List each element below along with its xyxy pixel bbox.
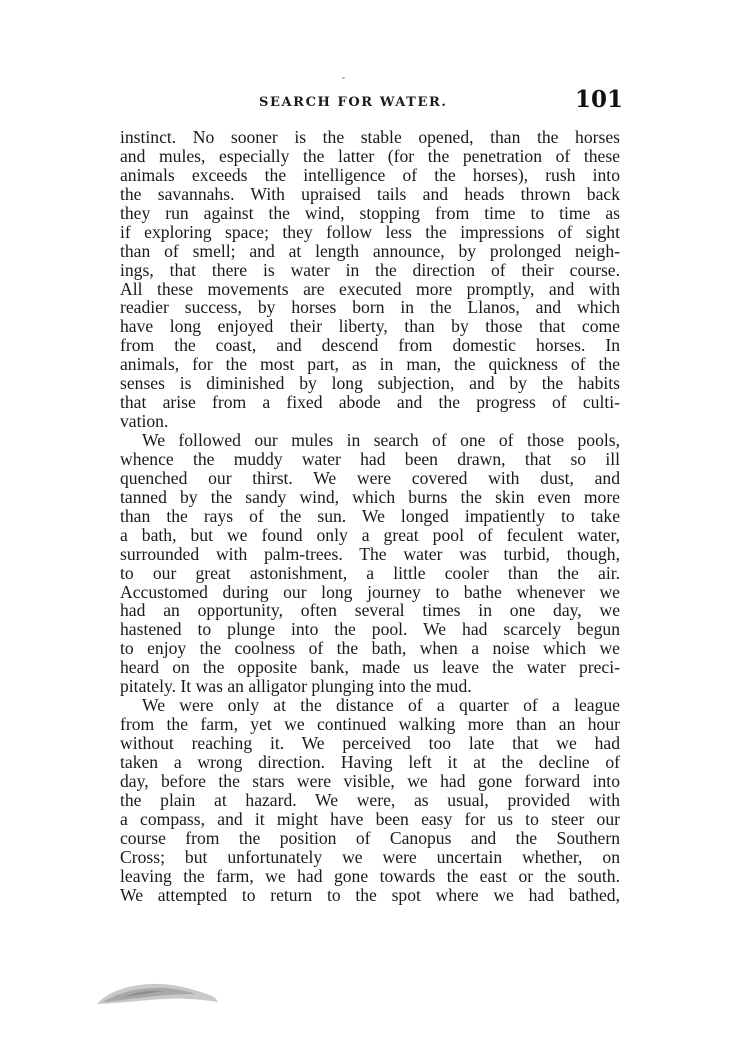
text-line: tanned by the sandy wind, which burns the skin even more xyxy=(120,486,620,507)
text-line: from the coast, and descend from domestic horses. In xyxy=(120,335,620,356)
text-line: leaving the farm, we had gone towards the east or the south. xyxy=(120,865,620,886)
text-line: We followed our mules in search of one of those pools, xyxy=(142,430,620,450)
text-line: without reaching it. We perceived too late that we had xyxy=(120,733,620,753)
text-line: day, before the stars were visible, we had gone forward into xyxy=(120,770,620,791)
text-line: readier success, by horses born in the Llanos, and which xyxy=(120,297,620,318)
text-line: than of smell; and at length announce, by prolonged neigh- xyxy=(120,240,620,261)
page-number: 101 xyxy=(575,86,624,113)
body-text xyxy=(120,128,620,904)
text-line: and mules, especially the latter (for the penetration of these xyxy=(120,145,620,166)
text-line: instinct. No sooner is the stable opened, than the horses xyxy=(120,127,620,147)
text-line: senses is diminished by long subjection, and by the habits xyxy=(120,373,620,394)
text-line: to enjoy the coolness of the bath, when a noise which we xyxy=(120,638,620,659)
text-line: than the rays of the sun. We longed impatiently to take xyxy=(120,505,620,526)
text-line: We attempted to return to the spot where we had bathed, xyxy=(120,884,620,905)
text-line: have long enjoyed their liberty, than by those that come xyxy=(120,316,620,337)
text-line: a bath, but we found only a great pool of feculent water, xyxy=(120,524,620,545)
text-line: Cross; but unfortunately we were uncertain whether, on xyxy=(120,846,620,867)
text-line: heard on the opposite bank, made us leave the water preci- xyxy=(120,657,620,678)
text-line: if exploring space; they follow less the impressions of sight xyxy=(120,221,620,242)
text-line: hastened to plunge into the pool. We had scarcely begun xyxy=(120,619,620,640)
text-line: from the farm, yet we continued walking more than an hour xyxy=(120,714,620,735)
text-line: surrounded with palm-trees. The water was turbid, though, xyxy=(120,543,620,564)
text-line: the savannahs. With upraised tails and heads thrown back xyxy=(120,183,620,204)
text-line: that arise from a fixed abode and the progress of culti- xyxy=(120,392,620,413)
text-line: whence the muddy water had been drawn, that so ill xyxy=(120,448,620,469)
text-line: course from the position of Canopus and the Southern xyxy=(120,827,620,848)
running-head-title: SEARCH FOR WATER. xyxy=(259,95,448,110)
text-line: had an opportunity, often several times in one day, we xyxy=(120,600,620,621)
text-line: to our great astonishment, a little cooler than the air. xyxy=(120,562,620,583)
text-line: Accustomed during our long journey to bathe whenever we xyxy=(120,581,620,602)
text-line: animals exceeds the intelligence of the horses), rush into xyxy=(120,164,620,185)
text-line: taken a wrong direction. Having left it at the decline of xyxy=(120,751,620,772)
paper-speck xyxy=(342,77,345,79)
thumb-smudge xyxy=(95,980,220,1020)
text-line: quenched our thirst. We were covered with dust, and xyxy=(120,467,620,488)
text-line: the plain at hazard. We were, as usual, provided with xyxy=(120,789,620,810)
text-line: All these movements are executed more promptly, and with xyxy=(120,278,620,299)
text-line: a compass, and it might have been easy for us to steer our xyxy=(120,808,620,829)
text-line: We were only at the distance of a quarter of a league xyxy=(142,695,620,716)
text-line: pitately. It was an alligator plunging into the mud. xyxy=(120,676,472,697)
text-line: animals, for the most part, as in man, the quickness of the xyxy=(120,354,620,375)
text-line: vation. xyxy=(120,411,169,432)
text-line: they run against the wind, stopping from time to time as xyxy=(120,202,620,223)
text-line: ings, that there is water in the direction of their course. xyxy=(120,259,620,280)
